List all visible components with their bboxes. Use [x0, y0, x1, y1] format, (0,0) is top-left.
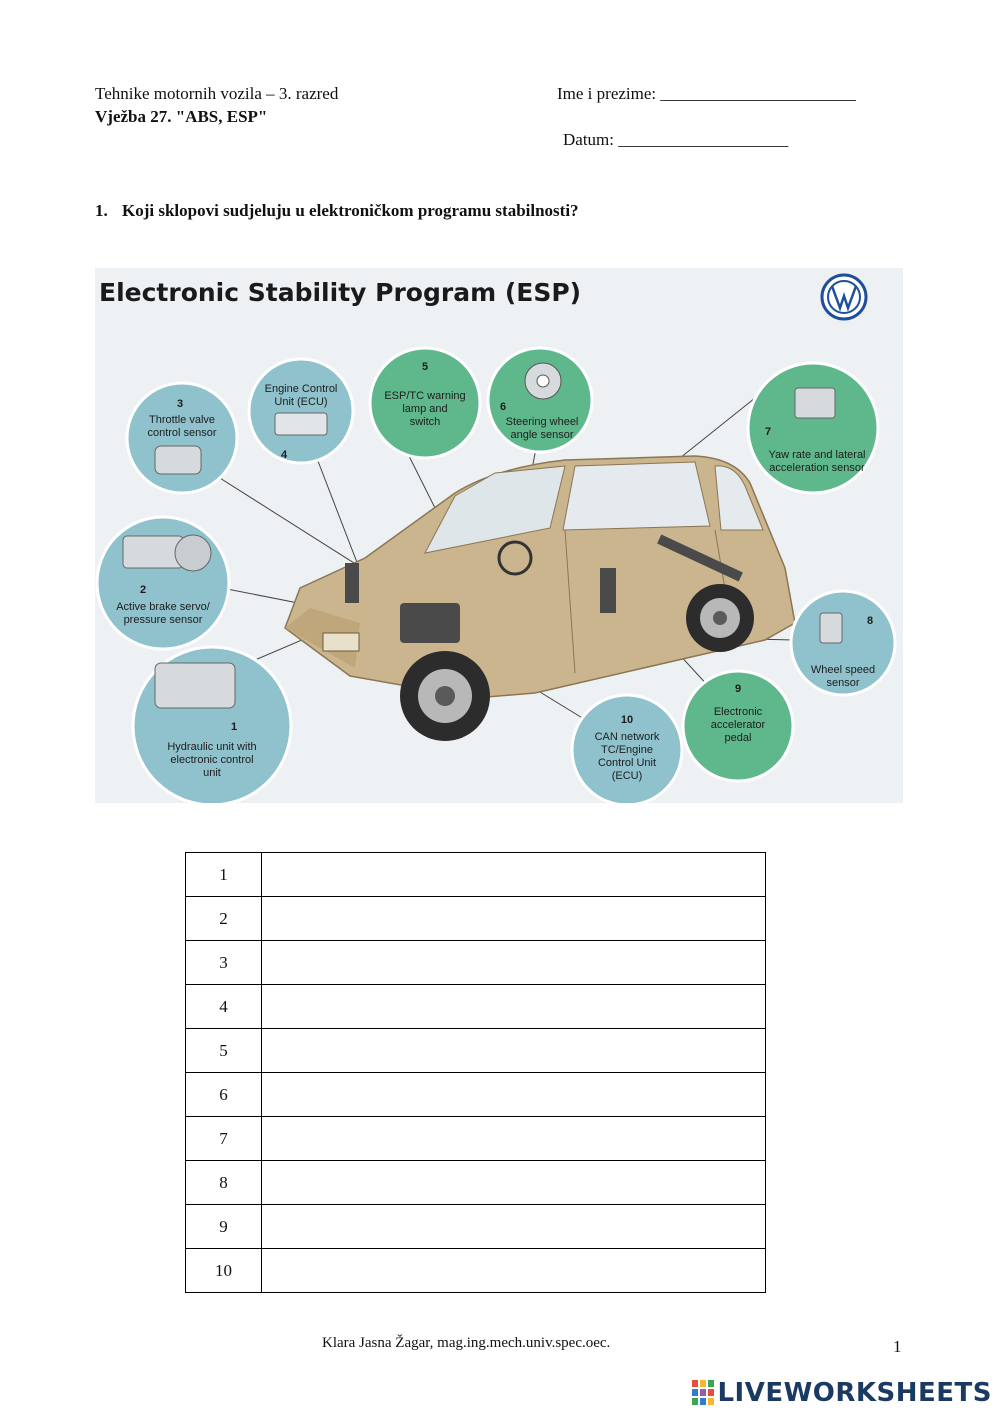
callout-7-label-2: acceleration sensor — [769, 462, 865, 474]
callout-6-number: 6 — [500, 401, 507, 413]
row-number: 6 — [186, 1073, 262, 1117]
table-row — [186, 853, 766, 897]
callout-10-label-1: CAN network — [594, 731, 660, 743]
answer-cell[interactable] — [262, 941, 766, 985]
table-row — [186, 1073, 766, 1117]
callout-9-label-3: pedal — [724, 732, 752, 744]
callout-9-number: 9 — [734, 683, 742, 695]
answer-table-body — [186, 853, 766, 1293]
liveworksheets-icon — [692, 1380, 714, 1406]
exercise-title: Vježba 27. "ABS, ESP" — [95, 107, 268, 126]
esp-diagram — [95, 268, 903, 803]
callout-4 — [249, 359, 353, 463]
callout-5-label-2: lamp and — [402, 403, 448, 415]
table-row — [186, 1161, 766, 1205]
answer-cell[interactable] — [262, 1117, 766, 1161]
figure-title: Electronic Stability Program (ESP) — [99, 278, 582, 307]
callout-8 — [791, 591, 895, 695]
vw-logo — [822, 275, 866, 319]
answer-cell[interactable] — [262, 853, 766, 897]
callout-5-label-3: switch — [409, 416, 441, 428]
row-number: 10 — [186, 1249, 262, 1293]
callout-6-label-1: Steering wheel — [505, 416, 579, 428]
course-title: Tehnike motornih vozila – 3. razred — [95, 84, 339, 103]
callout-3-label-2: control sensor — [147, 427, 217, 439]
row-number: 5 — [186, 1029, 262, 1073]
callout-10-number: 10 — [620, 714, 634, 726]
callout-7-number: 7 — [765, 426, 772, 438]
row-number: 4 — [186, 985, 262, 1029]
callout-4-label-2: Unit (ECU) — [274, 396, 328, 408]
callout-1-label-2: electronic control — [170, 754, 254, 766]
callout-4-number: 4 — [281, 449, 288, 461]
callout-10-label-4: (ECU) — [611, 770, 643, 782]
table-row — [186, 1205, 766, 1249]
esp-diagram-svg — [95, 268, 903, 803]
row-number: 1 — [186, 853, 262, 897]
row-number: 2 — [186, 897, 262, 941]
callout-4-label-1: Engine Control — [264, 383, 338, 395]
callout-3-number: 3 — [177, 398, 184, 410]
row-number: 3 — [186, 941, 262, 985]
callout-9 — [683, 671, 793, 781]
callout-1-label-3: unit — [203, 767, 221, 779]
callout-7 — [748, 363, 878, 493]
callout-9-label-1: Electronic — [713, 706, 763, 718]
callout-8-label-1: Wheel speed — [810, 664, 876, 676]
page-number: 1 — [893, 1337, 902, 1356]
liveworksheets-wordmark: LIVEWORKSHEETS — [717, 1378, 992, 1408]
table-row — [186, 941, 766, 985]
answer-cell[interactable] — [262, 1249, 766, 1293]
question-text: Koji sklopovi sudjeluju u elektroničkom programu stabilnosti? — [122, 201, 579, 220]
callout-8-number: 8 — [867, 615, 874, 627]
callout-5-label-1: ESP/TC warning — [384, 390, 466, 402]
callout-1-number: 1 — [231, 721, 238, 733]
callout-2-number: 2 — [140, 584, 147, 596]
callout-6 — [488, 348, 592, 452]
callout-2-label-2: pressure sensor — [123, 614, 203, 626]
callout-2 — [97, 517, 229, 649]
table-row — [186, 1249, 766, 1293]
callout-3 — [127, 383, 237, 493]
answer-cell[interactable] — [262, 1205, 766, 1249]
liveworksheets-logo — [692, 1378, 992, 1408]
row-number: 9 — [186, 1205, 262, 1249]
callout-1 — [133, 647, 291, 803]
question-number: 1. — [95, 201, 108, 220]
answer-table — [185, 852, 766, 1293]
date-field[interactable]: Datum: ____________________ — [563, 130, 789, 149]
callout-10-label-2: TC/Engine — [601, 744, 653, 756]
table-row — [186, 897, 766, 941]
callout-10 — [572, 695, 682, 803]
table-row — [186, 1029, 766, 1073]
callout-5 — [370, 348, 480, 458]
callout-7-label-1: Yaw rate and lateral — [768, 449, 866, 461]
callout-1-label-1: Hydraulic unit with — [167, 741, 257, 753]
table-row — [186, 1117, 766, 1161]
answer-cell[interactable] — [262, 985, 766, 1029]
question-1 — [95, 201, 579, 221]
callout-9-label-2: accelerator — [710, 719, 766, 731]
callout-2-label-1: Active brake servo/ — [116, 601, 210, 613]
table-row — [186, 985, 766, 1029]
name-field[interactable]: Ime i prezime: _______________________ — [557, 84, 856, 103]
answer-cell[interactable] — [262, 1029, 766, 1073]
answer-cell[interactable] — [262, 897, 766, 941]
callout-6-label-2: angle sensor — [510, 429, 574, 441]
footer-author: Klara Jasna Žagar, mag.ing.mech.univ.spec.oec. — [322, 1335, 611, 1351]
row-number: 7 — [186, 1117, 262, 1161]
callout-5-number: 5 — [421, 361, 429, 373]
answer-cell[interactable] — [262, 1161, 766, 1205]
answer-cell[interactable] — [262, 1073, 766, 1117]
callout-10-label-3: Control Unit — [597, 757, 657, 769]
callout-8-label-2: sensor — [826, 677, 860, 689]
row-number: 8 — [186, 1161, 262, 1205]
callout-3-label-1: Throttle valve — [148, 414, 216, 426]
